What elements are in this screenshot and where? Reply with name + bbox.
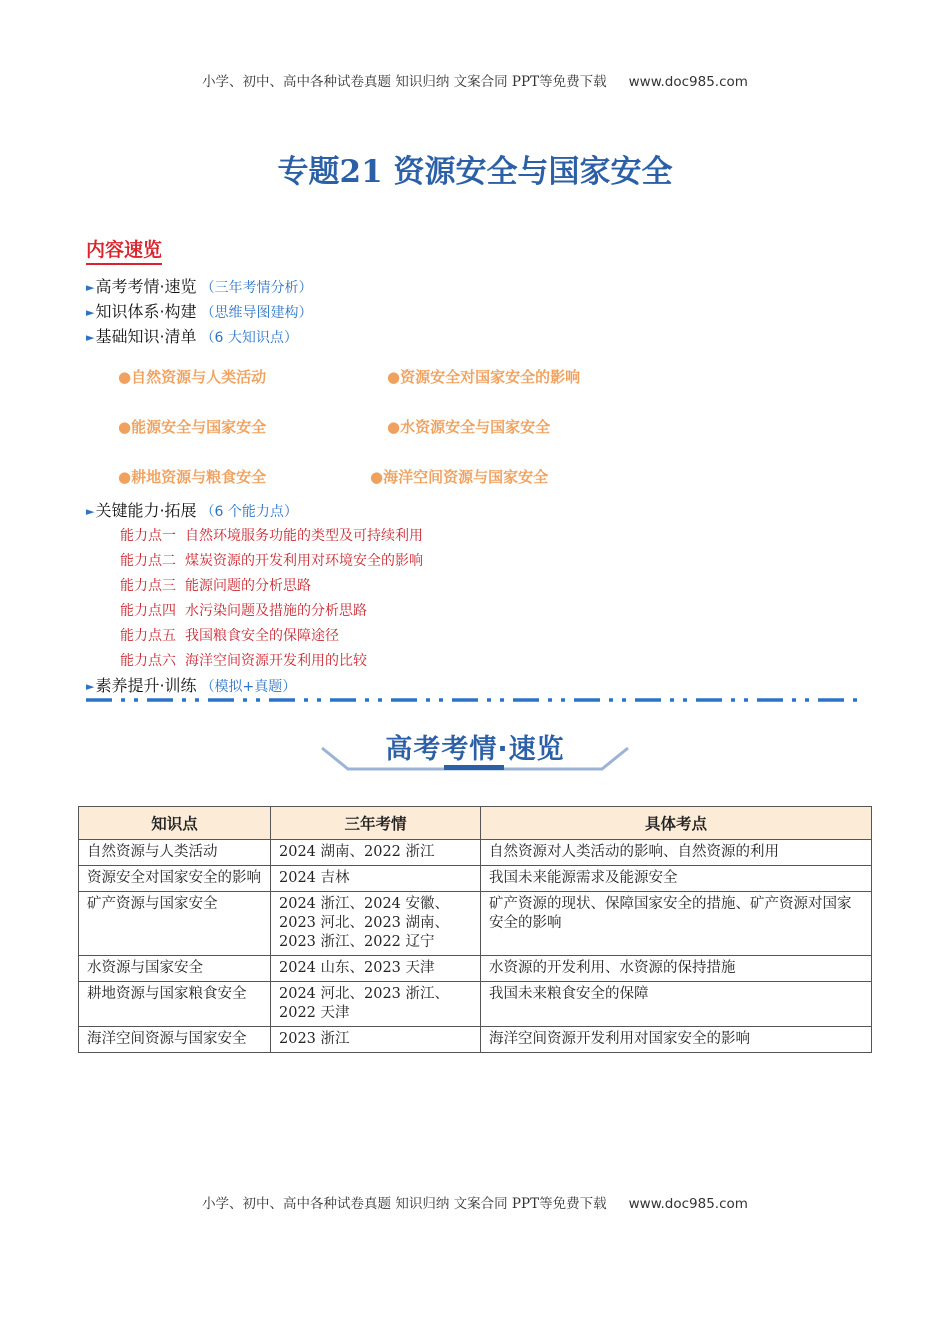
toc-main: 基础知识·清单 [95,327,197,346]
table-cell: 2023 浙江 [271,1027,481,1053]
table-cell: 海洋空间资源与国家安全 [79,1027,271,1053]
ability-text: 海洋空间资源开发利用的比较 [185,653,367,669]
knowledge-point[interactable]: ●资源安全对国家安全的影响 [387,368,581,386]
toc-sub: （6 大知识点） [200,330,298,346]
table-cell: 矿产资源与国家安全 [79,892,271,956]
table-cell: 资源安全对国家安全的影响 [79,866,271,892]
table-row [79,840,872,866]
footer-url[interactable]: www.doc985.com [628,1196,748,1212]
table-row [79,1027,872,1053]
toc-item-key-ability[interactable] [86,500,298,524]
knowledge-point[interactable]: ●能源安全与国家安全 [118,418,267,436]
toc-main: 知识体系·构建 [95,302,197,321]
toc-sub: （思维导图建构） [200,305,313,321]
column-header: 知识点 [79,807,271,840]
exam-table [78,806,872,1053]
arrow-icon: ► [86,281,95,294]
toc-main: 关键能力·拓展 [95,501,197,520]
ability-text: 水污染问题及措施的分析思路 [185,603,367,619]
table-row [79,982,872,1027]
table-cell: 2024 河北、2023 浙江、2022 天津 [271,982,481,1027]
table-cell: 我国未来粮食安全的保障 [481,982,872,1027]
table-cell: 耕地资源与国家粮食安全 [79,982,271,1027]
page-footer [0,1192,950,1212]
toc-sub: （6 个能力点） [200,504,298,520]
toc-main: 素养提升·训练 [95,676,197,695]
table-header-row [79,807,872,840]
section-banner-title: 高考考情·速览 [385,734,565,765]
toc-item-basic-knowledge[interactable] [86,326,298,350]
table-cell: 我国未来能源需求及能源安全 [481,866,872,892]
knowledge-point[interactable]: ●耕地资源与粮食安全 [118,468,267,486]
ability-point[interactable] [120,576,311,596]
ability-text: 煤炭资源的开发利用对环境安全的影响 [185,553,423,569]
table-row [79,892,872,956]
knowledge-point[interactable]: ●水资源安全与国家安全 [387,418,551,436]
dashed-divider [86,697,863,703]
table-cell: 自然资源与人类活动 [79,840,271,866]
table-cell: 2024 吉林 [271,866,481,892]
arrow-icon: ► [86,306,95,319]
header-url[interactable]: www.doc985.com [628,74,748,90]
table-cell: 水资源的开发利用、水资源的保持措施 [481,956,872,982]
toc-item-exam-overview[interactable] [86,276,313,300]
ability-text: 我国粮食安全的保障途径 [185,628,339,644]
column-header: 具体考点 [481,807,872,840]
knowledge-point[interactable]: ●海洋空间资源与国家安全 [370,468,549,486]
table-cell: 2024 浙江、2024 安徽、2023 河北、2023 湖南、2023 浙江、2022 辽宁 [271,892,481,956]
ability-number: 能力点三 [120,578,176,594]
table-cell: 矿产资源的现状、保障国家安全的措施、矿产资源对国家安全的影响 [481,892,872,956]
table-row [79,866,872,892]
table-cell: 自然资源对人类活动的影响、自然资源的利用 [481,840,872,866]
ability-point[interactable] [120,551,423,571]
footer-text: 小学、初中、高中各种试卷真题 知识归纳 文案合同 PPT等免费下载 [202,1196,607,1212]
ability-number: 能力点五 [120,628,176,644]
ability-number: 能力点一 [120,528,176,544]
table-cell: 2024 山东、2023 天津 [271,956,481,982]
ability-point[interactable] [120,626,339,646]
toc-main: 高考考情·速览 [95,277,197,296]
ability-number: 能力点六 [120,653,176,669]
table-cell: 海洋空间资源开发利用对国家安全的影响 [481,1027,872,1053]
contents-heading: 内容速览 [86,238,162,265]
toc-sub: （三年考情分析） [200,280,313,296]
column-header: 三年考情 [271,807,481,840]
table-row [79,956,872,982]
ability-number: 能力点二 [120,553,176,569]
arrow-icon: ► [86,680,95,693]
ability-point[interactable] [120,651,367,671]
knowledge-point[interactable]: ●自然资源与人类活动 [118,368,267,386]
ability-text: 能源问题的分析思路 [185,578,311,594]
toc-item-literacy-training[interactable] [86,675,296,699]
header-text: 小学、初中、高中各种试卷真题 知识归纳 文案合同 PPT等免费下载 [202,74,607,90]
ability-point[interactable] [120,601,367,621]
arrow-icon: ► [86,505,95,518]
arrow-icon: ► [86,331,95,344]
toc-sub: （模拟+真题） [200,679,297,695]
toc-item-knowledge-system[interactable] [86,301,313,325]
table-cell: 水资源与国家安全 [79,956,271,982]
ability-text: 自然环境服务功能的类型及可持续利用 [185,528,423,544]
ability-point[interactable] [120,526,423,546]
page-header [0,70,950,90]
page-title: 专题21 资源安全与国家安全 [277,154,673,190]
ability-number: 能力点四 [120,603,176,619]
table-cell: 2024 湖南、2022 浙江 [271,840,481,866]
